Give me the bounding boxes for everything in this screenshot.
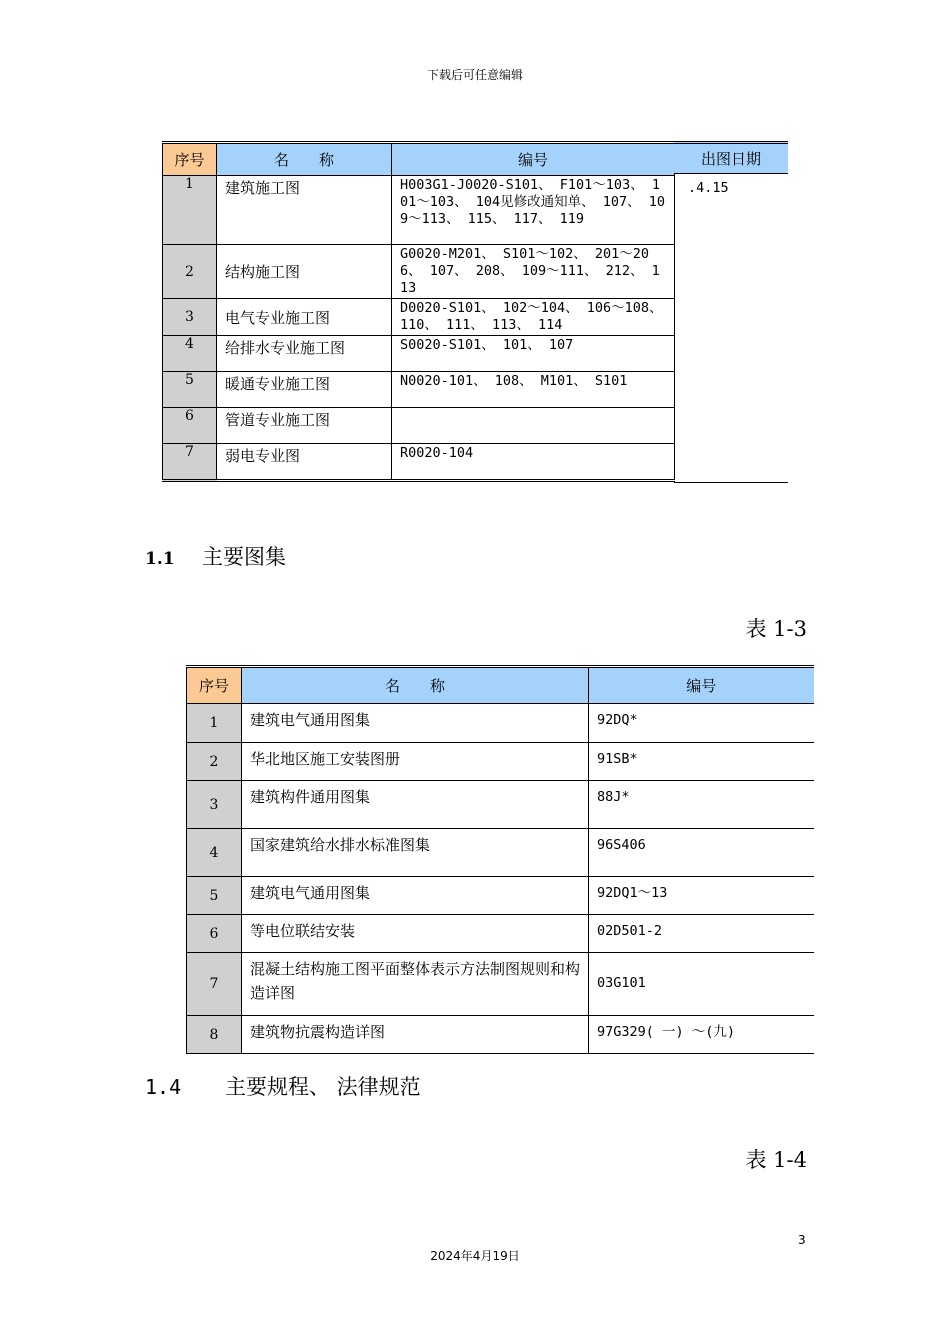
header-code: 编号: [392, 143, 675, 176]
row-code: N0020-101、 108、 M101、 S101: [392, 372, 675, 408]
footer-date: 2024年4月19日: [430, 1249, 520, 1263]
row-seq: 1: [163, 176, 217, 245]
row-code: 97G329( 一) ～(九): [589, 1016, 814, 1054]
row-code: S0020-S101、 101、 107: [392, 336, 675, 372]
row-name: 暖通专业施工图: [217, 372, 392, 408]
row-seq: 2: [163, 245, 217, 299]
row-name: 弱电专业图: [217, 444, 392, 481]
date-value: .4.15: [688, 180, 729, 196]
row-name: 建筑构件通用图集: [242, 781, 589, 829]
row-seq: 6: [187, 915, 242, 953]
section-title: 主要图集: [202, 545, 286, 569]
header-name: 名 称: [242, 667, 589, 704]
table-row: [187, 829, 814, 877]
table-row: [163, 372, 675, 408]
table-row: [163, 299, 675, 336]
table-row: [187, 877, 814, 915]
row-seq: 5: [187, 877, 242, 915]
row-code: 92DQ1～13: [589, 877, 814, 915]
row-seq: 4: [187, 829, 242, 877]
row-seq: 3: [163, 299, 217, 336]
row-seq: 7: [187, 953, 242, 1016]
header-name: 名 称: [217, 143, 392, 176]
table-row: [187, 1016, 814, 1054]
row-name: 等电位联结安装: [242, 915, 589, 953]
row-code: D0020-S101、 102～104、 106～108、 110、 111、 113、 114: [392, 299, 675, 336]
row-name: 建筑物抗震构造详图: [242, 1016, 589, 1054]
row-name: 管道专业施工图: [217, 408, 392, 444]
header-seq: 序号: [163, 143, 217, 176]
header-date: 出图日期: [674, 141, 788, 174]
row-code: 02D501-2: [589, 915, 814, 953]
table-label-1-4: 表 1-4: [745, 1148, 807, 1172]
row-seq: 3: [187, 781, 242, 829]
row-name: 国家建筑给水排水标准图集: [242, 829, 589, 877]
row-seq: 5: [163, 372, 217, 408]
row-name: 结构施工图: [217, 245, 392, 299]
table-row: [163, 408, 675, 444]
row-name: 电气专业施工图: [217, 299, 392, 336]
row-code: 03G101: [589, 953, 814, 1016]
date-column-divider: [674, 482, 788, 483]
row-code: G0020-M201、 S101～102、 201～206、 107、 208、 109～111、 212、 113: [392, 245, 675, 299]
row-seq: 1: [187, 704, 242, 743]
table-row: [187, 953, 814, 1016]
section-title: 主要规程、 法律规范: [225, 1075, 421, 1099]
table-row: [163, 245, 675, 299]
row-name: 建筑电气通用图集: [242, 877, 589, 915]
atlas-table: [186, 665, 814, 1054]
section-heading-atlas: [145, 541, 286, 571]
row-seq: 2: [187, 743, 242, 781]
table-row: [163, 336, 675, 372]
row-code: H003G1-J0020-S101、 F101～103、 101～103、 104见修改通知单、 107、 109～113、 115、 117、 119: [392, 176, 675, 245]
header-seq: 序号: [187, 667, 242, 704]
table-row: [187, 743, 814, 781]
section-heading-regulations: [145, 1071, 421, 1101]
section-number: 1.4: [145, 1075, 182, 1099]
page-number: 3: [798, 1233, 806, 1247]
row-seq: 7: [163, 444, 217, 481]
table-row: [163, 176, 675, 245]
row-seq: 6: [163, 408, 217, 444]
table-row: [187, 781, 814, 829]
drawing-list-table: [162, 141, 675, 482]
row-seq: 8: [187, 1016, 242, 1054]
header-code: 编号: [589, 667, 814, 704]
row-name: 给排水专业施工图: [217, 336, 392, 372]
row-code: 96S406: [589, 829, 814, 877]
row-code: R0020-104: [392, 444, 675, 481]
row-code: 91SB*: [589, 743, 814, 781]
row-code: 92DQ*: [589, 704, 814, 743]
table-row: [187, 915, 814, 953]
table-label-1-3: 表 1-3: [745, 617, 807, 641]
row-code: [392, 408, 675, 444]
header-note: 下载后可任意编辑: [426, 68, 523, 82]
row-name: 建筑施工图: [217, 176, 392, 245]
row-name: 混凝土结构施工图平面整体表示方法制图规则和构造详图: [242, 953, 589, 1016]
row-code: 88J*: [589, 781, 814, 829]
table-row: [187, 704, 814, 743]
table-row: [163, 444, 675, 481]
row-seq: 4: [163, 336, 217, 372]
row-name: 建筑电气通用图集: [242, 704, 589, 743]
section-number: 1.1: [145, 549, 175, 569]
row-name: 华北地区施工安装图册: [242, 743, 589, 781]
